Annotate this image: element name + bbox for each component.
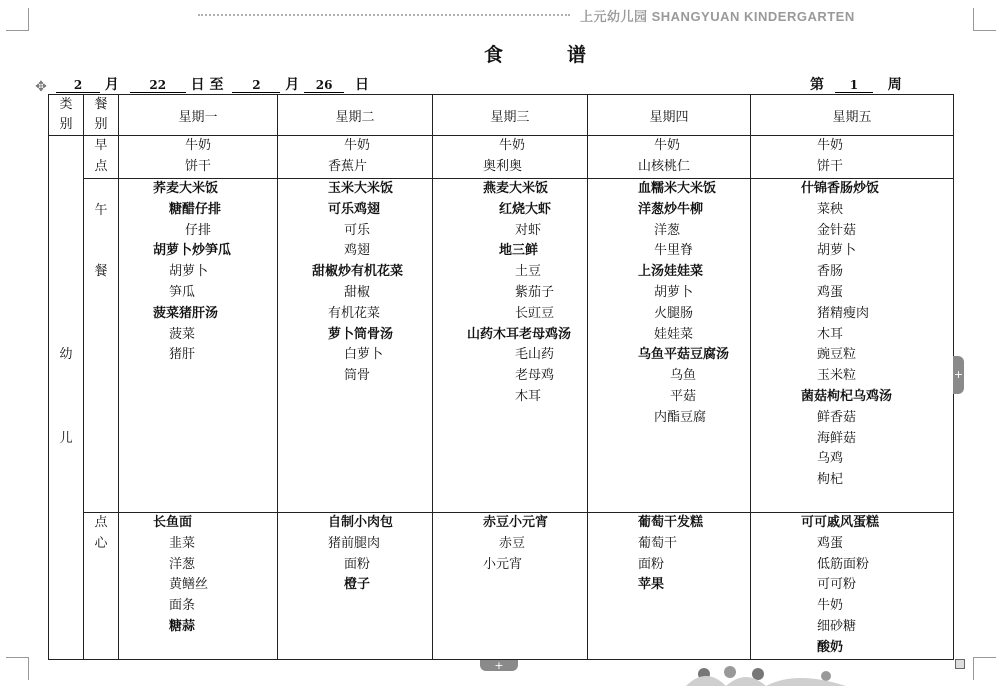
meal-header-line: 餐 [94,97,108,112]
dish-item: 鸡翅 [344,243,371,259]
dish-item: 豌豆粒 [817,347,857,363]
dish-item: 毛山药 [515,347,555,363]
breakfast-label [84,136,119,179]
dish-item: 面粉 [638,556,665,572]
dish-item: 低筋面粉 [817,556,870,572]
dish-item: 甜椒 [344,284,371,300]
dish-item: 猪前腿肉 [328,535,381,551]
dish-item: 菠菜 [169,326,196,342]
week-suffix: 周 [887,77,902,93]
breakfast-cell-thu [588,136,751,179]
dish-item: 葡萄干发糕 [638,515,704,530]
day-header-fri: 星期五 [751,95,954,136]
meal-header-line: 别 [94,117,108,132]
breakfast-cell-wed [433,136,588,179]
dish-item: 紫茄子 [515,284,555,300]
dish-item: 牛奶 [185,138,212,153]
dish-item: 鸡蛋 [817,535,844,551]
dish-item: 平菇 [670,388,697,404]
dish-item: 饼干 [817,158,844,174]
dish-item: 什锦香肠炒饭 [801,181,880,196]
category-char: 儿 [59,431,73,447]
meal-label-char: 餐 [94,263,108,279]
snack-cell-thu [588,513,751,660]
dish-item: 洋葱 [654,222,681,238]
dish-item: 长鱼面 [153,515,193,530]
day-header-tue: 星期二 [278,95,433,136]
week-number [810,74,902,94]
dish-item: 猪肝 [169,347,196,363]
to-label: 至 [209,77,224,93]
day-header-wed: 星期三 [433,95,588,136]
dish-item: 萝卜筒骨汤 [328,326,394,342]
category-header-line: 别 [59,117,73,132]
crop-mark-top-right [973,8,996,31]
dish-item: 玉米大米饭 [328,181,394,196]
expand-bottom-tab[interactable]: + [480,660,518,671]
lunch-cell-fri [751,179,954,513]
crop-mark-top-left [6,8,29,31]
dish-item: 洋葱炒牛柳 [638,201,704,217]
dish-item: 长豇豆 [515,305,555,321]
meal-label-char: 早 [94,138,108,153]
dish-item: 赤豆 [499,535,526,551]
dish-item: 海鲜菇 [817,430,857,446]
category-header [49,95,84,136]
dish-item: 香肠 [817,264,844,280]
week-value: 1 [835,78,873,93]
dish-item: 枸杞 [817,472,844,488]
dish-item: 娃娃菜 [654,326,694,342]
lunch-cell-wed [433,179,588,513]
lunch-cell-thu [588,179,751,513]
week-prefix: 第 [810,77,824,93]
month-label: 月 [285,77,300,93]
dish-item: 上汤娃娃菜 [638,264,704,280]
category-char: 幼 [59,347,73,363]
snack-label [84,513,119,660]
month-label: 月 [104,77,119,93]
meal-header [84,95,119,136]
dish-item: 地三鲜 [499,243,539,259]
dish-item: 木耳 [515,388,542,404]
lunch-cell-tue [278,179,433,513]
dish-item: 菌菇枸杞乌鸡汤 [801,388,893,404]
dish-item: 猪精瘦肉 [817,305,870,321]
page-header: 上元幼儿园 SHANGYUAN KINDERGARTEN [580,9,855,24]
dish-item: 面条 [169,598,196,614]
dish-item: 笋瓜 [169,284,196,300]
snack-cell-wed [433,513,588,660]
dish-item: 乌鱼平菇豆腐汤 [638,347,730,363]
dish-item: 红烧大虾 [499,201,552,217]
breakfast-row [49,136,954,179]
expand-right-tab[interactable]: + [953,356,964,394]
dish-item: 山药木耳老母鸡汤 [467,326,572,342]
dish-item: 细砂糖 [817,618,857,634]
dish-item: 牛奶 [817,138,844,153]
day-label: 日 [190,77,205,93]
dish-item: 荞麦大米饭 [153,181,219,196]
dish-item: 葡萄干 [638,535,678,551]
dish-item: 鲜香菇 [817,409,857,425]
breakfast-cell-fri [751,136,954,179]
dish-item: 菠菜猪肝汤 [153,305,219,321]
day-header-mon: 星期一 [119,95,278,136]
dish-item: 山核桃仁 [638,158,691,174]
meal-label-char: 心 [94,535,108,551]
breakfast-cell-tue [278,136,433,179]
dish-item: 乌鱼 [670,368,697,384]
dish-item: 奥利奥 [483,158,523,174]
crop-mark-bottom-right [973,657,996,680]
dish-item: 洋葱 [169,556,196,572]
table-resize-handle[interactable] [955,659,965,669]
dish-item: 可乐鸡翅 [328,201,381,217]
dish-item: 牛奶 [654,138,681,153]
dish-item: 牛奶 [344,138,371,153]
dish-item: 筒骨 [344,368,371,384]
meal-label-char: 点 [94,158,108,174]
end-day: 26 [304,78,344,93]
dish-item: 牛里脊 [654,243,694,259]
dish-item: 菜秧 [817,201,844,217]
dish-item: 酸奶 [817,639,844,655]
snack-row [49,513,954,660]
lunch-label [84,179,119,513]
dish-item: 胡萝卜 [817,243,857,259]
dish-item: 火腿肠 [654,305,694,321]
dish-item: 金针菇 [817,222,857,238]
meal-label-char: 午 [94,203,108,218]
crop-mark-bottom-left [6,657,29,680]
dish-item: 韭菜 [169,535,196,551]
document-title: 食谱 [484,44,651,66]
dish-item: 燕麦大米饭 [483,181,549,196]
table-move-handle-icon[interactable]: ✥ [35,79,47,95]
day-label: 日 [355,77,369,93]
footer-decoration [686,662,846,686]
start-month: 2 [56,78,100,93]
snack-cell-fri [751,513,954,660]
dish-item: 小元宵 [483,556,523,572]
dish-item: 可乐 [344,222,371,238]
dish-item: 内酯豆腐 [654,409,707,425]
dish-item: 老母鸡 [515,368,555,384]
dish-item: 乌鸡 [817,451,844,467]
dish-item: 牛奶 [817,598,844,614]
category-cell [49,136,84,660]
dish-item: 木耳 [817,326,844,342]
date-range [56,74,369,94]
dish-item: 胡萝卜 [169,264,209,280]
menu-table [48,94,954,660]
dish-item: 赤豆小元宵 [483,515,549,530]
dish-item: 甜椒炒有机花菜 [312,264,404,280]
snack-cell-mon [119,513,278,660]
dish-item: 黄鳝丝 [169,577,209,593]
dish-item: 仔排 [185,222,212,238]
header-dotted-rule [198,14,570,16]
dish-item: 有机花菜 [328,305,381,321]
dish-item: 糖醋仔排 [169,201,222,217]
breakfast-cell-mon [119,136,278,179]
category-header-line: 类 [59,97,73,112]
dish-item: 白萝卜 [344,347,384,363]
meal-label-char: 点 [94,515,108,530]
dish-item: 糖蒜 [169,618,196,634]
dish-item: 胡萝卜 [654,284,694,300]
dish-item: 橙子 [344,577,371,593]
dish-item: 自制小肉包 [328,515,394,530]
day-header-thu: 星期四 [588,95,751,136]
dish-item: 苹果 [638,577,665,593]
start-day: 22 [130,78,186,93]
dish-item: 面粉 [344,556,371,572]
dish-item: 对虾 [515,222,542,238]
dish-item: 血糯米大米饭 [638,181,717,196]
dish-item: 饼干 [185,158,212,174]
dish-item: 可可粉 [817,577,857,593]
dish-item: 胡萝卜炒笋瓜 [153,243,232,259]
dish-item: 牛奶 [499,138,526,153]
dish-item: 可可戚风蛋糕 [801,515,880,530]
dish-item: 香蕉片 [328,158,368,174]
lunch-row [49,179,954,513]
dish-item: 土豆 [515,264,542,280]
snack-cell-tue [278,513,433,660]
end-month: 2 [232,78,280,93]
table-header-row [49,95,954,136]
lunch-cell-mon [119,179,278,513]
dish-item: 鸡蛋 [817,284,844,300]
dish-item: 玉米粒 [817,368,857,384]
